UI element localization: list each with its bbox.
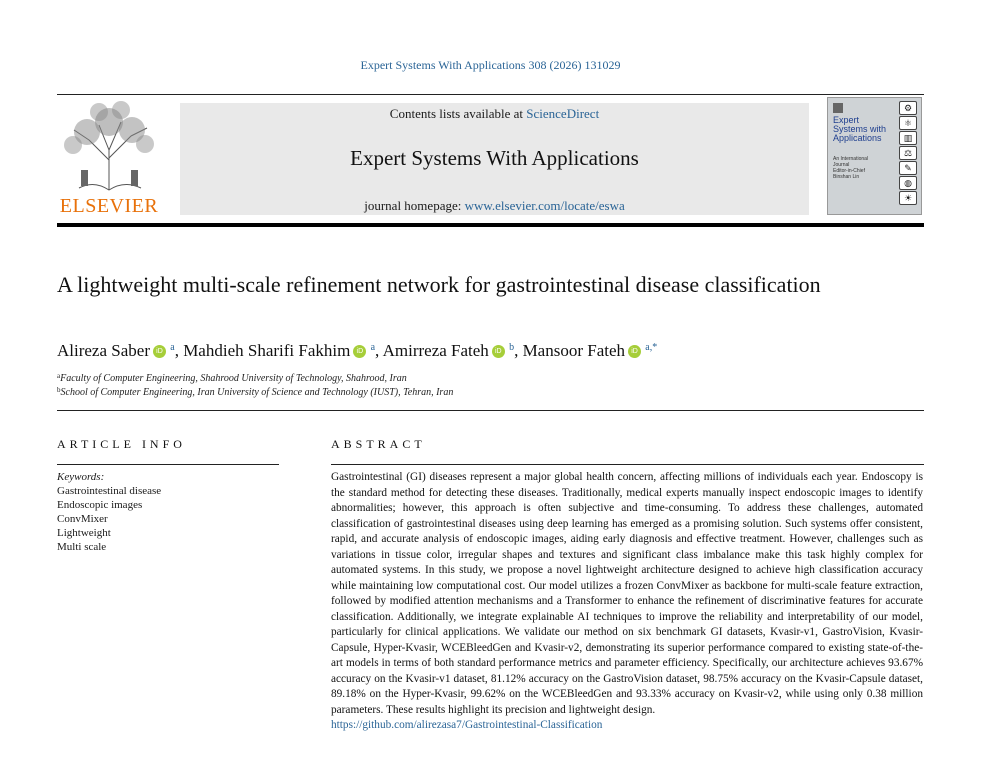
code-repository-link[interactable]: https://github.com/alirezasa7/Gastrointestinal-Classification — [331, 719, 603, 731]
front-matter-rule — [57, 410, 924, 411]
cover-title: Expert Systems with Applications — [833, 115, 887, 143]
publisher-logo[interactable] — [57, 100, 165, 218]
contents-prefix: Contents lists available at — [389, 106, 527, 121]
journal-cover[interactable] — [827, 97, 922, 215]
homepage-link[interactable]: www.elsevier.com/locate/eswa — [464, 198, 625, 213]
homepage-line — [180, 198, 809, 214]
cover-logo-icon — [833, 103, 843, 113]
author-name[interactable]: Mansoor Fateh — [522, 341, 626, 360]
journal-title: Expert Systems With Applications — [350, 146, 639, 170]
keyword-item: Multi scale — [57, 541, 107, 553]
homepage-prefix: journal homepage: — [364, 198, 465, 213]
author-separator: , — [375, 341, 380, 360]
author-name[interactable]: Alireza Saber — [57, 341, 150, 360]
keyword-item: ConvMixer — [57, 513, 108, 525]
gear-icon: ⚙ — [899, 101, 917, 115]
keyword-item: Lightweight — [57, 527, 111, 539]
author-list — [57, 341, 657, 361]
cover-editor: Editor-in-Chief Binshan Lin — [833, 168, 865, 180]
keywords-label: Keywords: — [57, 471, 105, 483]
orcid-icon[interactable]: iD — [353, 345, 366, 358]
abstract-heading: ABSTRACT — [331, 437, 426, 451]
cover-subtitle — [833, 156, 878, 180]
publisher-wordmark: ELSEVIER — [59, 195, 159, 217]
cover-icon-column — [897, 100, 919, 206]
affiliation-text: Faculty of Computer Engineering, Shahrood University of Technology, Shahrood, Iran — [60, 373, 407, 384]
orcid-icon[interactable]: iD — [492, 345, 505, 358]
affiliation-a — [57, 372, 407, 384]
header-bottom-rule — [57, 223, 924, 227]
abstract-block — [331, 470, 923, 734]
journal-banner — [180, 103, 809, 215]
chart-icon: ▥ — [899, 131, 917, 145]
affiliation-b — [57, 386, 453, 398]
article-title: A lightweight multi-scale refinement network for gastrointestinal disease classification — [57, 272, 821, 297]
elsevier-tree-icon — [59, 100, 159, 192]
atom-icon: ⚛ — [899, 116, 917, 130]
scale-icon: ⚖ — [899, 146, 917, 160]
affiliation-marker[interactable]: b — [509, 342, 515, 353]
abstract-rule — [331, 464, 924, 465]
orcid-icon[interactable]: iD — [628, 345, 641, 358]
sciencedirect-link[interactable]: ScienceDirect — [526, 106, 600, 121]
keywords-block — [57, 470, 161, 554]
journal-citation[interactable]: Expert Systems With Applications 308 (2026) 131029 — [360, 58, 621, 72]
author-name[interactable]: Mahdieh Sharifi Fakhim — [183, 341, 351, 360]
globe-icon: ◍ — [899, 176, 917, 190]
abstract-text: Gastrointestinal (GI) diseases represent a major global health concern, affecting millions of individuals each year. Endoscopy is the standard method for detecting these diseases. Traditionally, medical experts manually inspect endoscopic images to identify abnormalities; however, this approach is often subjective and time-consuming. To address these challenges, automated classification of gastrointestinal diseases using deep learning has emerged as a promising solution. Such systems offer consistent, rapid, and accurate analysis of endoscopic images, aiding early diagnosis and effective treatment. However, challenges such as variations in tissue color, irregular shapes and textures and significant class imbalance make this task highly complex for automated systems. In this study, we propose a novel lightweight architecture designed to achieve high classification accuracy while maintaining low computational cost. Our model utilizes a frozen ConvMixer as backbone for multi-scale feature extraction, followed by modified attention mechanisms and a Transformer to enhance the refinement of discriminative features for accurate classification. Additionally, we integrate explainable AI techniques to improve the reliability and interpretability of our model, particularly for clinical applications. We validate our method on six benchmark GI datasets, Kvasir-v1, GastroVision, Kvasir-Capsule, Hyper-Kvasir, WCEBleedGen and Kvasir-v2, demonstrating its superior performance compared to existing state-of-the-art models in terms of both standard performance metrics and parameter efficiency. Specifically, our architecture achieves 93.67% accuracy on the Kvasir-v1 dataset, 81.12% accuracy on the GastroVision dataset, 98.75% accuracy on the Kvasir-Capsule dataset, 89.18% on the Hyper-Kvasir, 99.62% on the WCEBleedGen and 93.33% accuracy on Kvasir-v2, while using only 0.38 million parameters. These results highlight its precision and lightweight design. — [331, 471, 923, 716]
bulb-icon: ☀ — [899, 191, 917, 205]
orcid-icon[interactable]: iD — [153, 345, 166, 358]
author-separator: , — [514, 341, 519, 360]
affiliation-marker[interactable]: a — [370, 342, 376, 353]
affiliation-mark: b — [57, 386, 61, 394]
author-name[interactable]: Amirreza Fateh — [382, 341, 489, 360]
header-top-rule — [57, 94, 924, 95]
affiliation-text: School of Computer Engineering, Iran University of Science and Technology (IUST), Tehran, Iran — [60, 387, 454, 398]
article-info-rule — [57, 464, 279, 465]
affiliation-marker[interactable]: a — [170, 342, 175, 353]
author-separator: , — [174, 341, 179, 360]
pencil-icon: ✎ — [899, 161, 917, 175]
cover-subtitle-text: An International Journal — [833, 156, 869, 168]
keyword-item: Endoscopic images — [57, 499, 143, 511]
affiliation-marker[interactable]: a,* — [645, 342, 658, 353]
keyword-item: Gastrointestinal disease — [57, 485, 162, 497]
affiliation-mark: a — [57, 372, 61, 380]
article-info-heading: ARTICLE INFO — [57, 437, 186, 451]
contents-line — [180, 106, 809, 122]
